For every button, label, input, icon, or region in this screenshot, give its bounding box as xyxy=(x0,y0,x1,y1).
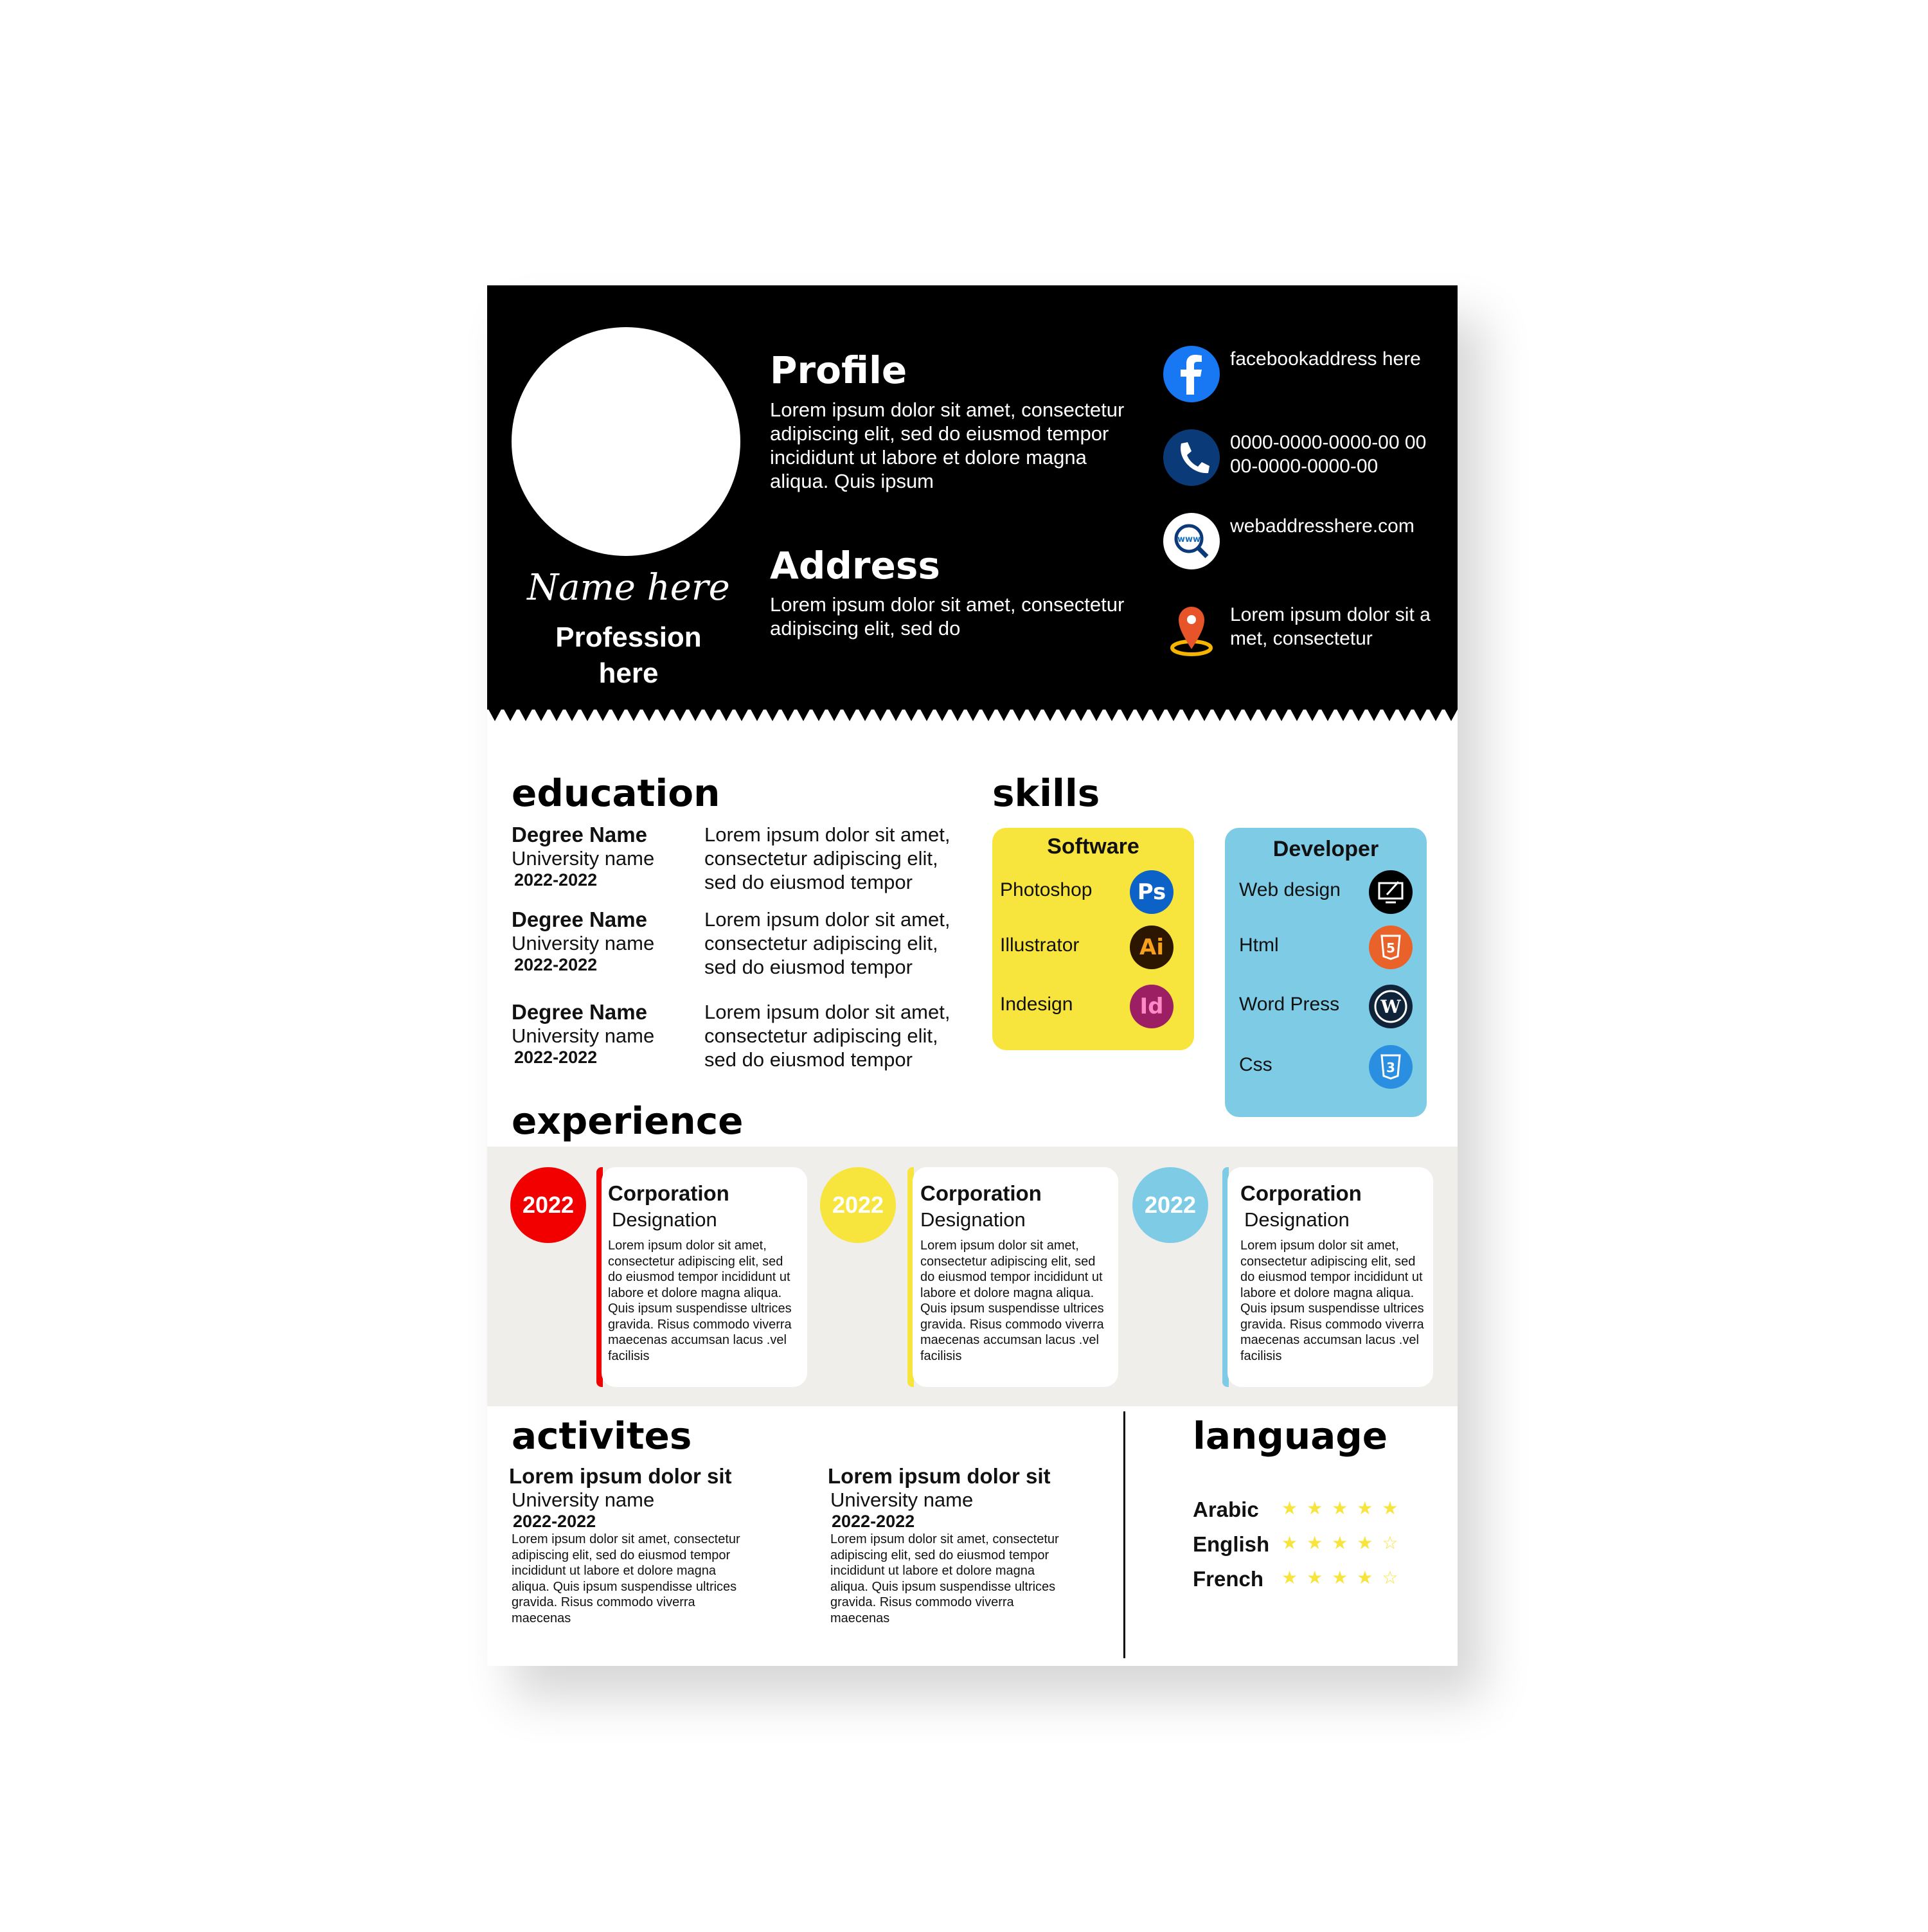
designation: Designation xyxy=(920,1208,1026,1231)
skill-label: Illustrator xyxy=(1000,935,1080,956)
company-name: Corporation xyxy=(920,1181,1042,1205)
profile-photo xyxy=(512,327,740,556)
developer-box-title: Developer xyxy=(1272,837,1379,861)
activities-heading: activites xyxy=(512,1414,692,1458)
activity-item xyxy=(828,1464,1062,1626)
skill-label: Photoshop xyxy=(1000,879,1093,900)
activity-description: Lorem ipsum dolor sit amet, consectetur adipiscing elit, sed do eiusmod tempor incididunt ut labore et dolore magna aliqua. Quis ipsum suspendisse ultrices gravida. Risus commodo viverra maecenas xyxy=(512,1532,740,1625)
svg-text:www: www xyxy=(1177,535,1201,544)
university-name: University name xyxy=(512,1024,655,1047)
profile-text: Lorem ipsum dolor sit amet, consectetur adipiscing elit, sed do eiusmod tempor incididunt ut labore et dolore magna aliqua. Quis ipsum xyxy=(770,398,1125,492)
activity-title: Lorem ipsum dolor sit xyxy=(509,1464,732,1488)
resume-page xyxy=(487,285,1458,1666)
photoshop-icon: Ps xyxy=(1130,870,1174,914)
language-name: Arabic xyxy=(1193,1498,1259,1521)
activity-university: University name xyxy=(830,1489,974,1511)
phone-icon[interactable] xyxy=(1163,429,1220,486)
designation: Designation xyxy=(612,1208,717,1231)
education-description: Lorem ipsum dolor sit amet, consectetur adipiscing elit, sed do eiusmod tempor xyxy=(704,908,951,978)
education-description: Lorem ipsum dolor sit amet, consectetur adipiscing elit, sed do eiusmod tempor xyxy=(704,1001,951,1071)
profile-heading: Profile xyxy=(770,348,907,392)
css3-icon xyxy=(1369,1045,1413,1089)
indesign-icon: Id xyxy=(1130,985,1174,1028)
skill-label: Web design xyxy=(1239,879,1341,900)
experience-card xyxy=(602,1167,807,1387)
illustrator-icon: Ai xyxy=(1130,926,1174,969)
activity-years: 2022-2022 xyxy=(832,1512,915,1531)
experience-description: Lorem ipsum dolor sit amet, consectetur adipiscing elit, sed do eiusmod tempor incididunt ut labore et dolore magna aliqua. Quis ipsum suspendisse ultrices gravida. Risus commodo viverra maecenas accumsan lacus .vel facilisis xyxy=(1240,1239,1424,1363)
education-heading: education xyxy=(512,771,720,815)
designation: Designation xyxy=(1244,1208,1350,1231)
activity-item xyxy=(509,1464,743,1626)
header-zigzag-edge xyxy=(487,707,1458,722)
language-name: English xyxy=(1193,1532,1270,1556)
experience-year-badge: 2022 xyxy=(510,1167,586,1243)
skill-label: Word Press xyxy=(1239,994,1340,1015)
address-text: Lorem ipsum dolor sit amet, consectetur adipiscing elit, sed do xyxy=(770,593,1125,640)
skills-heading: skills xyxy=(992,771,1100,815)
facebook-address[interactable]: facebookaddress here xyxy=(1230,348,1421,370)
location-text: Lorem ipsum dolor sit amet, consectetur xyxy=(1230,604,1431,649)
activity-university: University name xyxy=(512,1489,655,1511)
degree-name: Degree Name xyxy=(512,1000,647,1024)
phone-numbers[interactable]: 0000-0000-0000-00 0000-0000-0000-00 xyxy=(1230,432,1427,477)
experience-year-badge: 2022 xyxy=(820,1167,896,1243)
education-years: 2022-2022 xyxy=(514,955,598,974)
university-name: University name xyxy=(512,847,655,870)
experience-description: Lorem ipsum dolor sit amet, consectetur adipiscing elit, sed do eiusmod tempor incididunt ut labore et dolore magna aliqua. Quis ipsum suspendisse ultrices gravida. Risus commodo viverra maecenas accumsan lacus .vel facilisis xyxy=(608,1239,792,1363)
experience-year-badge: 2022 xyxy=(1132,1167,1208,1243)
svg-text:W: W xyxy=(1380,996,1401,1017)
facebook-icon[interactable] xyxy=(1163,346,1220,402)
language-rating-stars: ★★★★☆ xyxy=(1281,1568,1407,1588)
education-years: 2022-2022 xyxy=(514,1048,598,1067)
activity-title: Lorem ipsum dolor sit xyxy=(828,1464,1051,1488)
svg-text:3: 3 xyxy=(1386,1060,1395,1075)
web-icon[interactable] xyxy=(1163,513,1220,569)
html5-icon xyxy=(1369,926,1413,969)
candidate-profession: Profession here xyxy=(555,622,702,689)
degree-name: Degree Name xyxy=(512,908,647,931)
skill-label: Css xyxy=(1239,1054,1272,1075)
language-rating-stars: ★★★★★ xyxy=(1281,1498,1407,1518)
degree-name: Degree Name xyxy=(512,823,647,846)
education-item xyxy=(512,908,654,975)
activity-description: Lorem ipsum dolor sit amet, consectetur adipiscing elit, sed do eiusmod tempor incididunt ut labore et dolore magna aliqua. Quis ipsum suspendisse ultrices gravida. Risus commodo viverra maecenas xyxy=(830,1532,1059,1625)
skill-label: Html xyxy=(1239,935,1279,956)
resume-header xyxy=(487,285,1458,710)
software-box-title: Software xyxy=(1047,834,1139,859)
experience-card xyxy=(1227,1167,1433,1387)
section-divider xyxy=(1123,1411,1125,1658)
svg-text:5: 5 xyxy=(1386,940,1395,956)
web-address[interactable]: webaddresshere.com xyxy=(1230,515,1415,537)
language-name: French xyxy=(1193,1567,1264,1591)
company-name: Corporation xyxy=(1240,1181,1362,1205)
candidate-name: Name here xyxy=(527,567,730,609)
education-description: Lorem ipsum dolor sit amet, consectetur adipiscing elit, sed do eiusmod tempor xyxy=(704,823,951,893)
university-name: University name xyxy=(512,932,655,954)
language-heading: language xyxy=(1193,1414,1388,1458)
experience-description: Lorem ipsum dolor sit amet, consectetur adipiscing elit, sed do eiusmod tempor incididunt ut labore et dolore magna aliqua. Quis ipsum suspendisse ultrices gravida. Risus commodo viverra maecenas accumsan lacus .vel facilisis xyxy=(920,1239,1104,1363)
location-pin-icon xyxy=(1163,596,1220,658)
skill-label: Indesign xyxy=(1000,994,1073,1015)
education-item xyxy=(512,1000,654,1068)
web-design-icon xyxy=(1369,870,1413,914)
education-item xyxy=(512,823,654,890)
activity-years: 2022-2022 xyxy=(513,1512,596,1531)
experience-heading: experience xyxy=(512,1099,744,1143)
language-rating-stars: ★★★★☆ xyxy=(1281,1533,1407,1553)
wordpress-icon xyxy=(1369,985,1413,1028)
education-years: 2022-2022 xyxy=(514,870,598,890)
experience-card xyxy=(913,1167,1118,1387)
address-heading: Address xyxy=(770,544,940,587)
company-name: Corporation xyxy=(608,1181,729,1205)
